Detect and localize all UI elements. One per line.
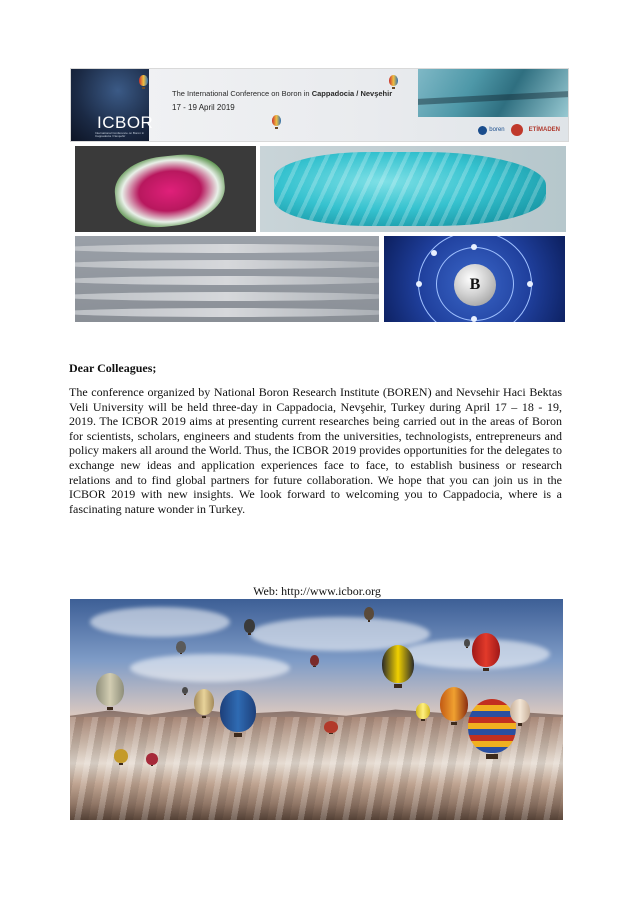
balloon-icon [389,75,398,86]
university-seal [511,124,523,136]
letter-body: The conference organized by National Boron Research Institute (BOREN) and Nevsehir Haci Bektas Veli University will be held three-day in Cappadocia, Nevşehir, Turkey during April 17 – 18 - 19, 2019. The ICBOR 2019 aims at presenting current researches being carried out in the areas of Boron for scientists, scholars, engineers and students from the universities, technologists, entrepreneurs and policy makers all around the World. Thus, the ICBOR 2019 provides opportunities for the delegates to exchange new ideas and application experiences face to face, to establish business or research relations and to find global partners for future collaboration. We hope that you can join us in the ICBOR 2019 with new insights. We look forward to welcoming you to Cappadocia, where is a fascinating nature wonder in Turkey. [69,385,562,516]
boron-crystal-image [260,146,566,232]
electron-dot [471,244,477,250]
balloon-icon [310,655,319,666]
boron-atom-image [384,236,565,322]
cappadocia-balloons-image [70,599,563,820]
conference-banner [70,68,569,142]
boren-logo-icon [478,126,487,135]
balloon-icon [464,639,470,647]
balloon-icon [468,699,516,753]
cloud [130,654,290,682]
balloon-icon [194,689,214,715]
mine-terrace [75,276,379,285]
icbor-logo [71,69,154,141]
sponsor-logos [478,124,560,136]
greeting: Dear Colleagues; [69,361,157,375]
tourmaline-slice [112,150,229,231]
mine-terrace [75,292,379,301]
balloon-icon [114,749,128,763]
balloon-icon [472,633,500,667]
mine-terrace [75,260,379,269]
balloon-icon [96,673,124,706]
balloon-icon [272,115,281,126]
electron-dot [431,250,437,256]
electron-dot [527,281,533,287]
banner-date: 17 - 19 April 2019 [172,103,235,112]
tourmaline-image [75,146,256,232]
boron-nucleus: B [454,264,496,306]
balloon-icon [139,75,148,86]
seal-icon [511,124,523,136]
balloon-icon [220,690,256,732]
balloon-icon [364,607,374,620]
balloon-icon [510,699,530,723]
balloon-icon [382,645,414,683]
electron-dot [416,281,422,287]
mine-terrace [75,244,379,253]
mine-terrace [75,308,379,317]
website-line: Web: http://www.icbor.org [253,584,381,598]
logo-text: ICBOR [97,113,154,132]
balloon-icon [176,641,186,653]
balloon-icon [440,687,468,721]
banner-crystal-image [418,69,568,117]
logo-subtext: International Conference on Boron in Cappadocia / Nevşehir [95,131,145,138]
banner-title: The International Conference on Boron in Cappadocia / Nevşehir [172,89,393,98]
balloon-icon [244,619,255,633]
balloon-icon [146,753,158,765]
electron-dot [471,316,477,322]
balloon-icon [324,721,338,733]
cloud [90,607,230,637]
open-pit-mine-image [75,236,379,322]
etimaden-logo: ETİMADEN [528,127,560,133]
boren-logo: boren [478,126,504,135]
balloon-icon [416,703,430,719]
balloon-icon [182,687,188,694]
crystal-cluster [274,152,546,226]
